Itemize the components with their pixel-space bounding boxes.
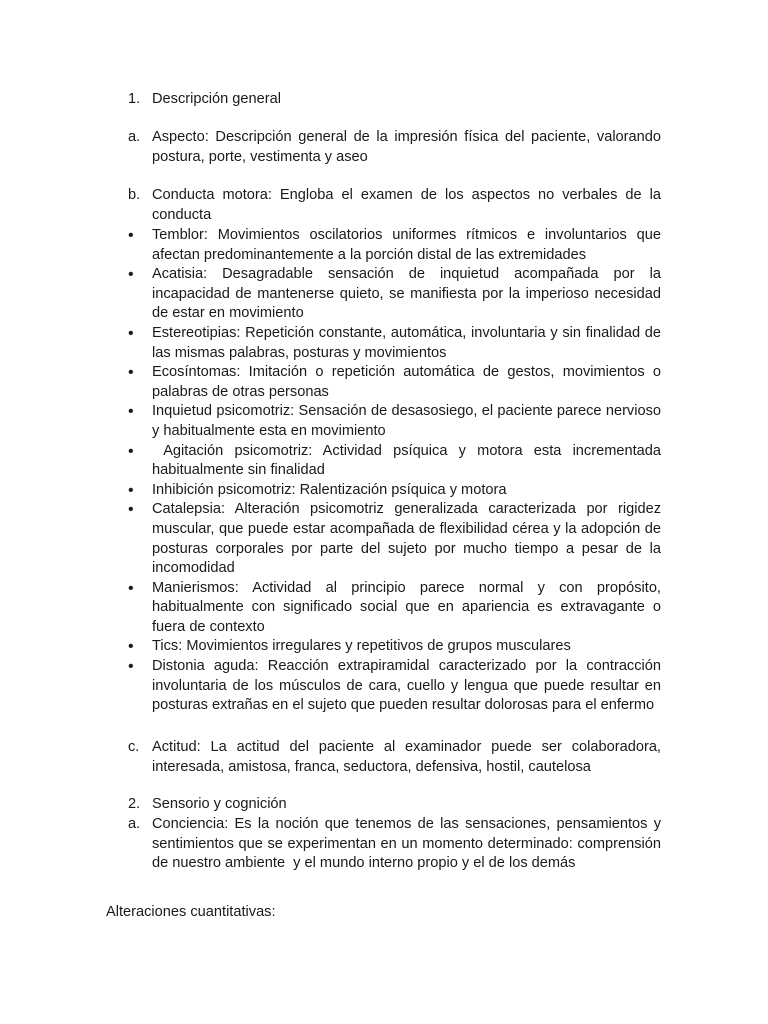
list-item: [128, 579, 661, 638]
bullet-symbol: •: [128, 364, 134, 382]
section-title: Descripción general: [152, 91, 281, 107]
list-item: [128, 226, 661, 265]
item-letter: b.: [128, 187, 141, 203]
bullet-symbol: •: [128, 324, 134, 342]
item-text: Conciencia: Es la noción que tenemos de las sensaciones, pensamientos y sentimientos que se experimentan en un momento determinado: comprensión de nuestro ambiente y el mundo interno propio y el de los demás: [152, 816, 666, 872]
list-item: [128, 657, 661, 716]
bullet-symbol: •: [128, 403, 134, 421]
list-item: [128, 265, 661, 324]
bullet-text: Estereotipias: Repetición constante, automática, involuntaria y sin finalidad de las mismas palabras, posturas y movimientos: [152, 324, 661, 361]
item-c-actitud: [128, 738, 661, 777]
bullet-text: Acatisia: Desagradable sensación de inquietud acompañada por la incapacidad de mantenerse quieto, se manifiesta por la imperioso necesidad de estar en movimiento: [152, 266, 661, 322]
bullet-text: Catalepsia: Alteración psicomotriz generalizada caracterizada por rigidez muscular, que puede estar acompañada de flexibilidad cérea y la adopción de posturas corporales por parte del sujeto por mucho tiempo a pesar de la incomodidad: [152, 501, 661, 577]
list-item: [128, 442, 666, 481]
item-text: Actitud: La actitud del paciente al examinador puede ser colaboradora, interesada, amistosa, franca, seductora, defensiva, hostil, cautelosa: [152, 739, 661, 775]
bullet-text: Ecosíntomas: Imitación o repetición automática de gestos, movimientos o palabras de otras personas: [152, 364, 661, 400]
bullet-text: Inhibición psicomotriz: Ralentización psíquica y motora: [152, 481, 507, 498]
bullet-text: Distonia aguda: Reacción extrapiramidal caracterizado por la contracción involuntaria de los músculos de cara, cuello y lengua que puede resultar en posturas extrañas en el sujeto que pueden resultar dolorosas para el enfermo: [152, 658, 661, 714]
bullet-text: Temblor: Movimientos oscilatorios uniformes rítmicos e involuntarios que afectan predominantemente a la porción distal de las extremidades: [152, 227, 661, 263]
list-item: [128, 324, 661, 363]
bullet-text: Inquietud psicomotriz: Sensación de desasosiego, el paciente parece nervioso y habitualmente esta en movimiento: [152, 403, 661, 439]
section-2-heading: [128, 795, 661, 815]
bullet-symbol: •: [128, 227, 134, 244]
bullet-symbol: •: [128, 266, 134, 284]
bullet-list: [128, 226, 666, 716]
item-text: Conducta motora: Engloba el examen de los aspectos no verbales de la conducta: [152, 187, 661, 223]
item-letter: a.: [128, 129, 141, 145]
item-text: Aspecto: Descripción general de la impresión física del paciente, valorando postura, porte, vestimenta y aseo: [152, 129, 661, 165]
list-item: [128, 363, 661, 402]
bullet-symbol: •: [128, 638, 134, 656]
section-number: 2.: [128, 796, 141, 812]
list-item: [128, 637, 661, 657]
item-letter: a.: [128, 816, 141, 832]
bullet-text: Agitación psicomotriz: Actividad psíquica y motora esta incrementada habitualmente sin finalidad: [152, 442, 666, 479]
bullet-symbol: •: [128, 442, 134, 460]
subheading-alteraciones: Alteraciones cuantitativas:: [106, 904, 276, 920]
bullet-text: Tics: Movimientos irregulares y repetitivos de grupos musculares: [152, 638, 571, 655]
item-a-conciencia: [128, 815, 666, 874]
section-title: Sensorio y cognición: [152, 796, 287, 812]
bullet-symbol: •: [128, 579, 134, 597]
bullet-symbol: •: [128, 501, 134, 519]
bullet-symbol: •: [128, 658, 134, 676]
list-item: [128, 481, 661, 501]
bullet-symbol: •: [128, 481, 134, 499]
list-item: [128, 402, 661, 441]
section-1-heading: [128, 90, 661, 110]
bullet-text: Manierismos: Actividad al principio parece normal y con propósito, habitualmente con significado social que en apariencia es extravagante o fuera de contexto: [152, 579, 661, 635]
item-letter: c.: [128, 739, 140, 755]
section-number: 1.: [128, 91, 141, 107]
list-item: [128, 500, 661, 578]
item-a-aspecto: [128, 128, 661, 167]
item-b-conducta-motora: [128, 186, 661, 225]
